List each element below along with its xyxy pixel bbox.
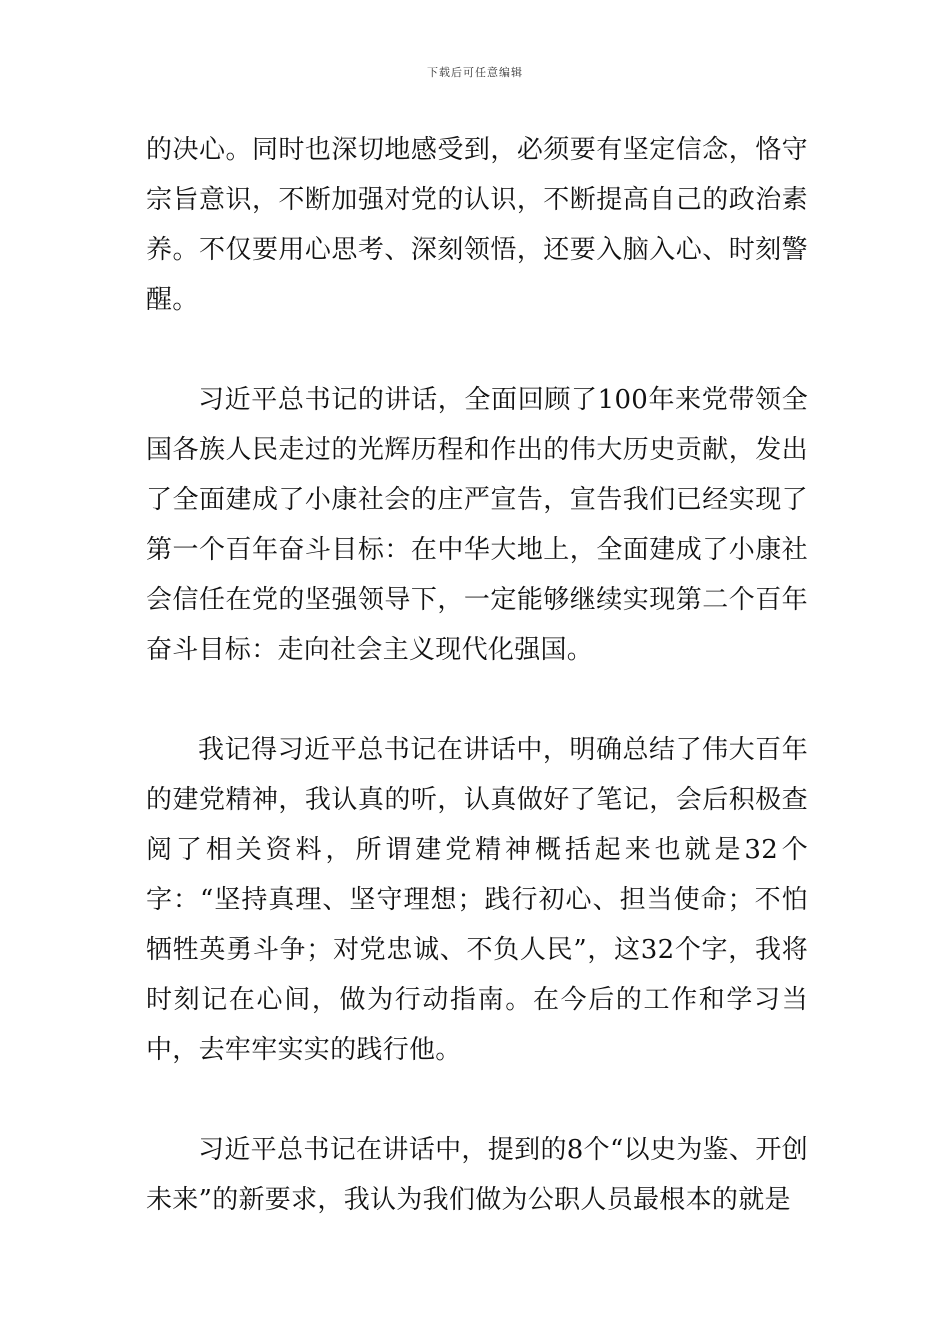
paragraph-speech-review: 习近平总书记的讲话，全面回顾了100年来党带领全国各族人民走过的光辉历程和作出的伟大历史贡献，发出了全面建成了小康社会的庄严宣告，宣告我们已经实现了第一个百年奋斗目标：在中华大地上，全面建成了小康社会信任在党的坚强领导下，一定能够继续实现第二个百年奋斗目标：走向社会主义现代化强国。 xyxy=(146,385,808,665)
page-header: 下载后可任意编辑 xyxy=(427,66,523,79)
document-body xyxy=(146,125,808,1225)
paragraph-party-spirit: 我记得习近平总书记在讲话中，明确总结了伟大百年的建党精神，我认真的听，认真做好了笔记，会后积极查阅了相关资料，所谓建党精神概括起来也就是32个字：“坚持真理、坚守理想；践行初心、担当使命；不怕牺牲英勇斗争；对党忠诚、不负人民”，这32个字，我将时刻记在心间，做为行动指南。在今后的工作和学习当中，去牢牢实实的践行他。 xyxy=(146,735,808,1065)
paragraph-new-requirements: 习近平总书记在讲话中，提到的8个“以史为鉴、开创未来”的新要求，我认为我们做为公职人员最根本的就是 xyxy=(146,1135,808,1215)
paragraph-continuation: 的决心。同时也深切地感受到，必须要有坚定信念，恪守宗旨意识，不断加强对党的认识，不断提高自己的政治素养。不仅要用心思考、深刻领悟，还要入脑入心、时刻警醒。 xyxy=(146,135,808,315)
